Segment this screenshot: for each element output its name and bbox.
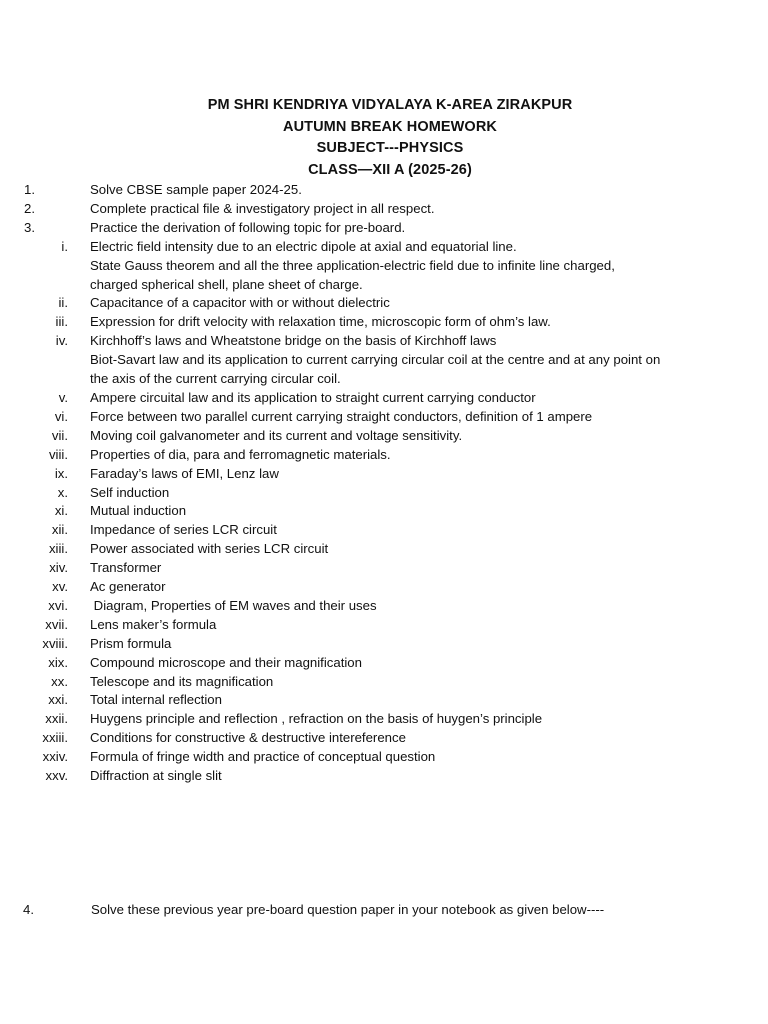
topic-text: Conditions for constructive & destructive intereference xyxy=(90,730,406,746)
topic-item xyxy=(0,389,768,408)
item-text: Practice the derivation of following topic for pre-board. xyxy=(90,219,406,235)
topic-text: Diffraction at single slit xyxy=(90,768,222,784)
topic-text: Force between two parallel current carrying straight conductors, definition of 1 ampere xyxy=(90,408,593,424)
document-header xyxy=(0,95,768,182)
topic-number: xv. xyxy=(52,579,68,595)
topic-number: xvii. xyxy=(45,616,68,632)
topic-number: xi. xyxy=(54,503,68,519)
topic-item xyxy=(0,502,768,521)
topic-item xyxy=(0,484,768,503)
topic-number: iv. xyxy=(55,333,68,349)
item-number: 3. xyxy=(24,219,35,235)
topic-number: xviii. xyxy=(42,635,68,651)
topic-number: viii. xyxy=(48,446,68,462)
topic-text: the axis of the current carrying circular coil. xyxy=(90,371,341,387)
subject-line: SUBJECT---PHYSICS xyxy=(316,140,464,157)
topic-item xyxy=(0,238,768,257)
item-text: Complete practical file & investigatory project in all respect. xyxy=(90,200,435,216)
topic-item xyxy=(0,521,768,540)
topic-number: ix. xyxy=(54,465,68,481)
item-number: 1. xyxy=(24,182,35,197)
topic-text: Prism formula xyxy=(90,635,172,651)
topic-item xyxy=(0,257,768,295)
topic-item xyxy=(0,465,768,484)
topic-text: Ac generator xyxy=(90,579,166,595)
topic-text: Properties of dia, para and ferromagnetic materials. xyxy=(90,446,391,462)
topic-number: xix. xyxy=(48,654,68,670)
topic-number: xxiv. xyxy=(42,749,68,765)
topic-item xyxy=(0,616,768,635)
topic-item xyxy=(0,578,768,597)
topic-text: Electric field intensity due to an electric dipole at axial and equatorial line. xyxy=(90,238,517,254)
topic-number: xxi. xyxy=(48,692,68,708)
topic-item xyxy=(0,635,768,654)
topic-item xyxy=(0,540,768,559)
topic-item xyxy=(0,710,768,729)
topic-text: Mutual induction xyxy=(90,503,187,519)
topic-text: Compound microscope and their magnification xyxy=(90,654,362,670)
topic-text: Total internal reflection xyxy=(90,692,222,708)
list-item xyxy=(0,219,768,238)
topic-text: Capacitance of a capacitor with or without dielectric xyxy=(90,295,390,311)
topic-number: xiv. xyxy=(49,560,68,576)
topic-item xyxy=(0,748,768,767)
topic-number: xii. xyxy=(51,522,68,538)
topic-item xyxy=(0,559,768,578)
topic-item xyxy=(0,408,768,427)
topic-item xyxy=(0,427,768,446)
topic-text: Moving coil galvanometer and its current and voltage sensitivity. xyxy=(90,427,463,443)
item-number: 4. xyxy=(23,902,34,917)
topic-item xyxy=(0,654,768,673)
topic-number: x. xyxy=(57,484,68,500)
item-text: Solve these previous year pre-board question paper in your notebook as given below---- xyxy=(91,902,605,917)
topic-text: Telescope and its magnification xyxy=(90,673,274,689)
topic-item xyxy=(0,446,768,465)
topic-number: xiii. xyxy=(48,541,68,557)
topic-item xyxy=(0,332,768,351)
topic-text: Diagram, Properties of EM waves and their uses xyxy=(90,597,377,613)
topic-text: Lens maker’s formula xyxy=(90,616,217,632)
topic-text: State Gauss theorem and all the three application-electric field due to infinite line charged, xyxy=(90,257,615,273)
list-item xyxy=(0,901,768,920)
item-number: 2. xyxy=(24,200,35,216)
topic-number: ii. xyxy=(58,295,68,311)
list-item-row xyxy=(0,901,768,920)
class-line: CLASS—XII A (2025-26) xyxy=(308,162,472,179)
topic-number: xxv. xyxy=(45,768,68,784)
topic-number: i. xyxy=(61,238,68,254)
topic-text: Biot-Savart law and its application to current carrying circular coil at the centre and at any point on xyxy=(90,352,661,368)
topic-text: Expression for drift velocity with relaxation time, microscopic form of ohm’s law. xyxy=(90,314,551,330)
topic-number: xxii. xyxy=(45,711,68,727)
topic-text: Transformer xyxy=(90,560,162,576)
topic-number: vii. xyxy=(51,427,68,443)
topic-text: Faraday’s laws of EMI, Lenz law xyxy=(90,465,279,481)
topic-number: xvi. xyxy=(48,597,68,613)
topic-text: Ampere circuital law and its application to straight current carrying conductor xyxy=(90,389,536,405)
topic-item xyxy=(0,729,768,748)
topic-number: v. xyxy=(58,389,68,405)
topic-text: Kirchhoff’s laws and Wheatstone bridge on the basis of Kirchhoff laws xyxy=(90,333,497,349)
list-item xyxy=(0,200,768,219)
topic-item xyxy=(0,767,768,786)
topic-item xyxy=(0,294,768,313)
topic-text: charged spherical shell, plane sheet of charge. xyxy=(90,276,363,292)
topic-item xyxy=(0,597,768,616)
topic-text: Huygens principle and reflection , refraction on the basis of huygen’s principle xyxy=(90,711,543,727)
school-name: PM SHRI KENDRIYA VIDYALAYA K-AREA ZIRAKPUR xyxy=(207,97,573,113)
topic-number: vi. xyxy=(54,408,68,424)
list-item xyxy=(0,181,768,200)
topic-text: Impedance of series LCR circuit xyxy=(90,522,277,538)
topic-number: xx. xyxy=(51,673,68,689)
topic-list xyxy=(0,238,768,786)
topic-text: Formula of fringe width and practice of conceptual question xyxy=(90,749,436,765)
topic-number: xxiii. xyxy=(42,730,68,746)
topic-item xyxy=(0,351,768,389)
item-text: Solve CBSE sample paper 2024-25. xyxy=(90,182,302,197)
topic-number: iii. xyxy=(55,314,68,330)
topic-item xyxy=(0,313,768,332)
homework-list xyxy=(0,181,768,786)
topic-item xyxy=(0,673,768,692)
topic-text: Self induction xyxy=(90,484,170,500)
homework-title: AUTUMN BREAK HOMEWORK xyxy=(283,118,497,135)
topic-item xyxy=(0,691,768,710)
topic-text: Power associated with series LCR circuit xyxy=(90,541,329,557)
